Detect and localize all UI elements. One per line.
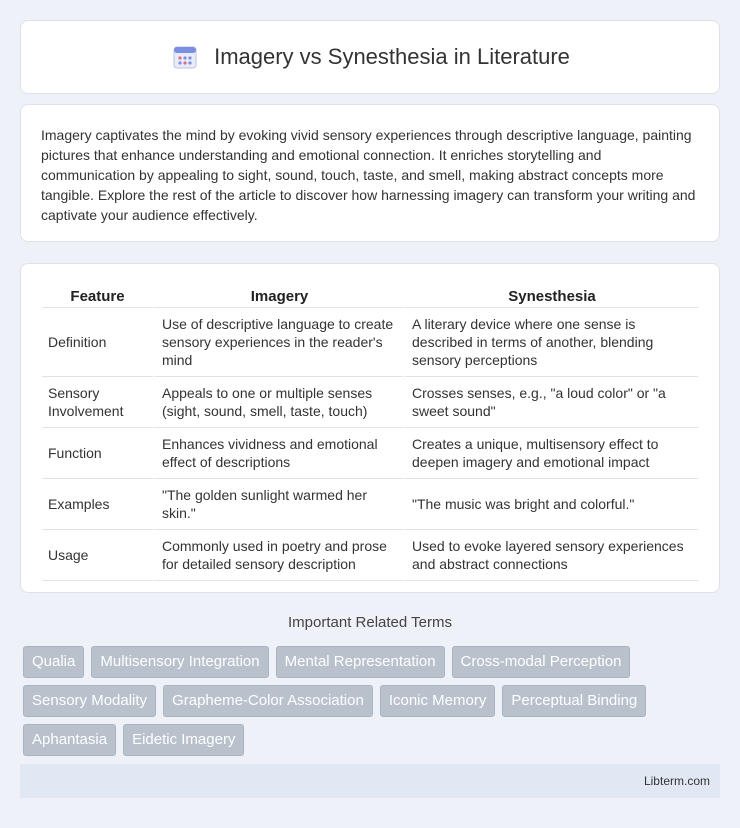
related-term-tag[interactable]: Grapheme-Color Association [163, 685, 373, 717]
imagery-cell: Use of descriptive language to create sensory experiences in the reader's mind [153, 308, 403, 377]
table-row [42, 377, 698, 428]
footer-site-link[interactable]: Libterm.com [643, 774, 710, 788]
feature-cell: Function [42, 428, 153, 479]
related-terms-title: Important Related Terms [288, 614, 452, 631]
synesthesia-cell: "The music was bright and colorful." [403, 479, 698, 530]
synesthesia-cell: A literary device where one sense is described in terms of another, blending sensory perceptions [403, 308, 698, 377]
table-header-row [42, 284, 698, 308]
header-card [20, 20, 720, 94]
comparison-table [42, 284, 698, 581]
table-row [42, 479, 698, 530]
synesthesia-cell: Used to evoke layered sensory experiences and abstract connections [403, 530, 698, 581]
imagery-cell: Appeals to one or multiple senses (sight, sound, smell, taste, touch) [153, 377, 403, 428]
related-term-tag[interactable]: Cross-modal Perception [452, 646, 631, 678]
related-term-tag[interactable]: Sensory Modality [23, 685, 156, 717]
intro-card [20, 104, 720, 242]
related-term-tag[interactable]: Aphantasia [23, 724, 116, 756]
related-term-tag[interactable]: Multisensory Integration [91, 646, 268, 678]
footer [20, 764, 720, 798]
column-header-synesthesia: Synesthesia [403, 284, 698, 308]
related-terms-list [23, 646, 723, 756]
page-title: Imagery vs Synesthesia in Literature [214, 44, 570, 69]
calendar-grid-icon [170, 42, 200, 72]
comparison-table-card [20, 263, 720, 593]
synesthesia-cell: Crosses senses, e.g., "a loud color" or "a sweet sound" [403, 377, 698, 428]
intro-text: Imagery captivates the mind by evoking vivid sensory experiences through descriptive language, painting pictures that enhance understanding and emotional connection. It enriches storytelling and communication by appealing to sight, sound, touch, taste, and smell, making abstract concepts more tangible. Explore the rest of the article to discover how harnessing imagery can transform your writing and captivate your audience effectively. [41, 127, 696, 223]
related-term-tag[interactable]: Perceptual Binding [502, 685, 646, 717]
synesthesia-cell: Creates a unique, multisensory effect to deepen imagery and emotional impact [403, 428, 698, 479]
column-header-imagery: Imagery [153, 284, 403, 308]
feature-cell: Sensory Involvement [42, 377, 153, 428]
imagery-cell: Commonly used in poetry and prose for detailed sensory description [153, 530, 403, 581]
table-row [42, 428, 698, 479]
related-term-tag[interactable]: Qualia [23, 646, 84, 678]
table-row [42, 530, 698, 581]
related-term-tag[interactable]: Mental Representation [276, 646, 445, 678]
feature-cell: Usage [42, 530, 153, 581]
imagery-cell: Enhances vividness and emotional effect of descriptions [153, 428, 403, 479]
related-term-tag[interactable]: Eidetic Imagery [123, 724, 244, 756]
related-term-tag[interactable]: Iconic Memory [380, 685, 496, 717]
feature-cell: Examples [42, 479, 153, 530]
column-header-feature: Feature [42, 284, 153, 308]
table-row [42, 308, 698, 377]
imagery-cell: "The golden sunlight warmed her skin." [153, 479, 403, 530]
feature-cell: Definition [42, 308, 153, 377]
